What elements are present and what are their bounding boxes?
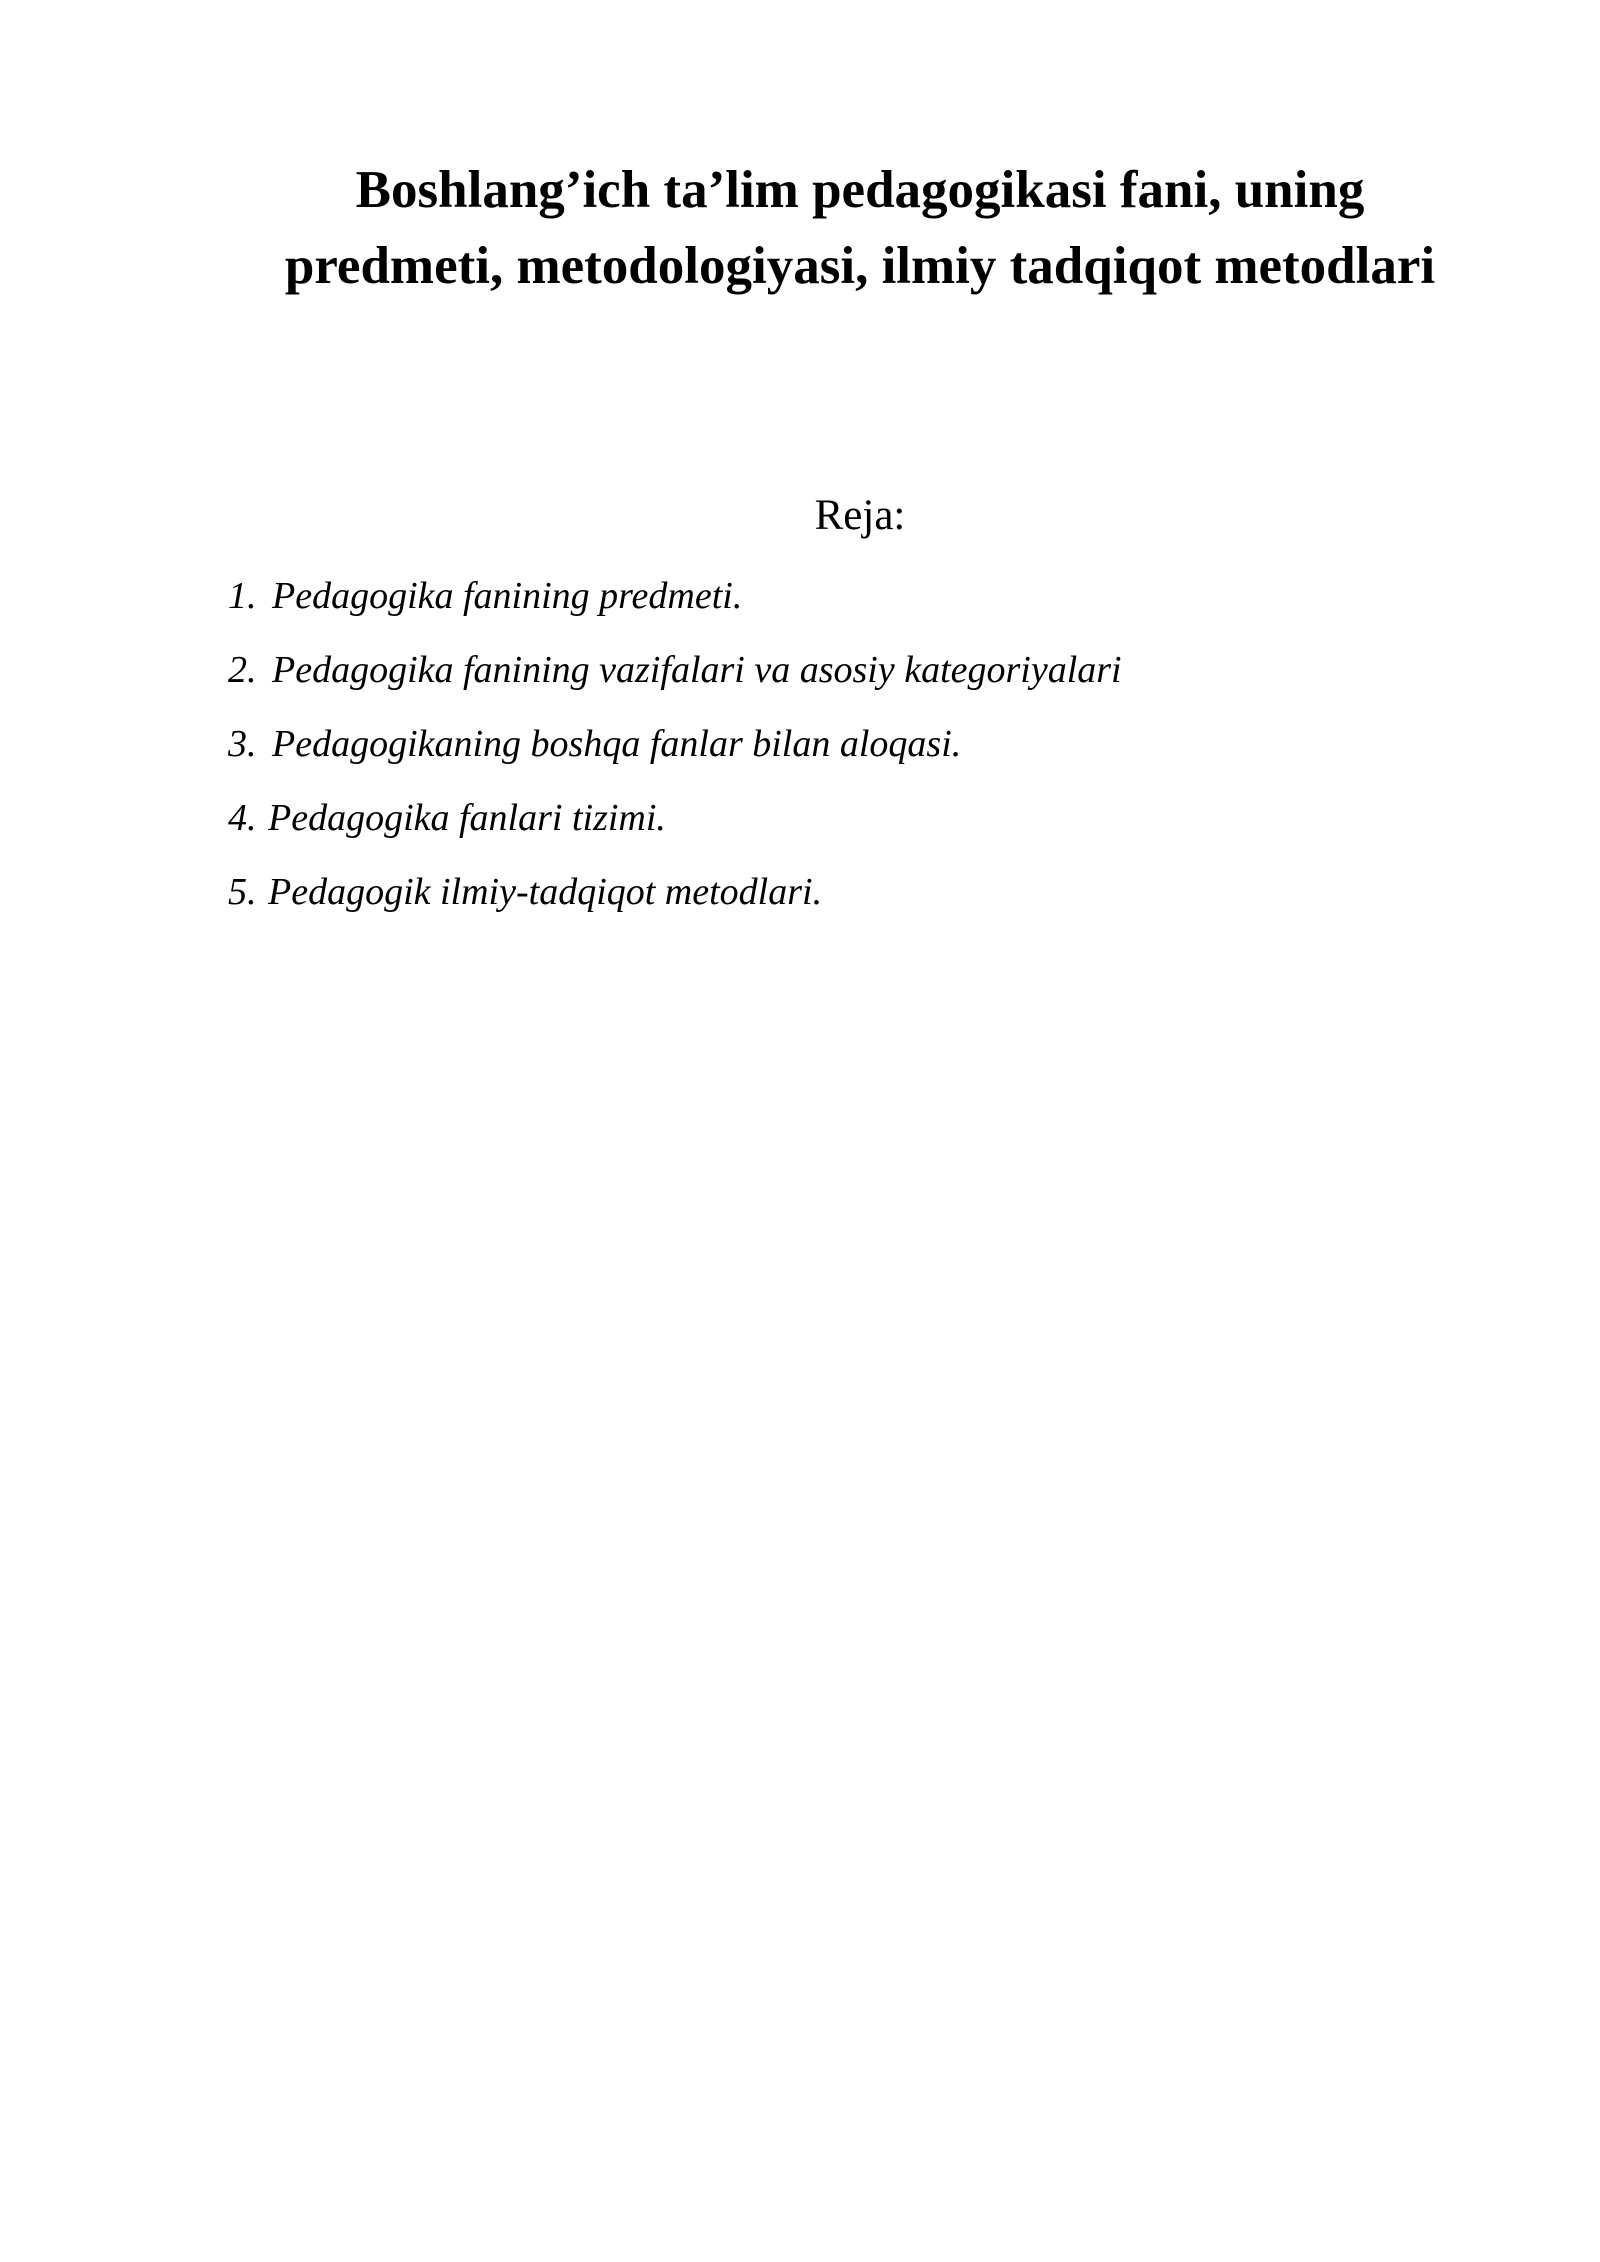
plan-item-4 [228, 790, 1428, 864]
plan-item-3 [228, 716, 1428, 790]
document-title: Boshlang’ich ta’lim pedagogikasi fani, uning predmeti, metodologiyasi, ilmiy tadqiqot metodlari [284, 161, 1436, 295]
plan-item-number: 2. [228, 649, 257, 691]
plan-list [228, 568, 1428, 938]
plan-item-1 [228, 568, 1428, 642]
plan-item-text: Pedagogika fanining predmeti. [272, 575, 743, 617]
plan-item-number: 3. [228, 723, 257, 765]
plan-item-number: 5. [228, 871, 257, 913]
plan-item-text: Pedagogik ilmiy-tadqiqot metodlari. [268, 871, 823, 913]
plan-item-2 [228, 642, 1428, 716]
plan-item-number: 1. [228, 575, 257, 617]
plan-heading: Reja: [814, 492, 906, 539]
plan-item-text: Pedagogika fanlari tizimi. [268, 797, 666, 839]
plan-item-5 [228, 864, 1428, 938]
plan-item-number: 4. [228, 797, 257, 839]
plan-item-text: Pedagogikaning boshqa fanlar bilan aloqasi. [272, 723, 962, 765]
plan-item-text: Pedagogika fanining vazifalari va asosiy kategoriyalari [272, 649, 1122, 691]
